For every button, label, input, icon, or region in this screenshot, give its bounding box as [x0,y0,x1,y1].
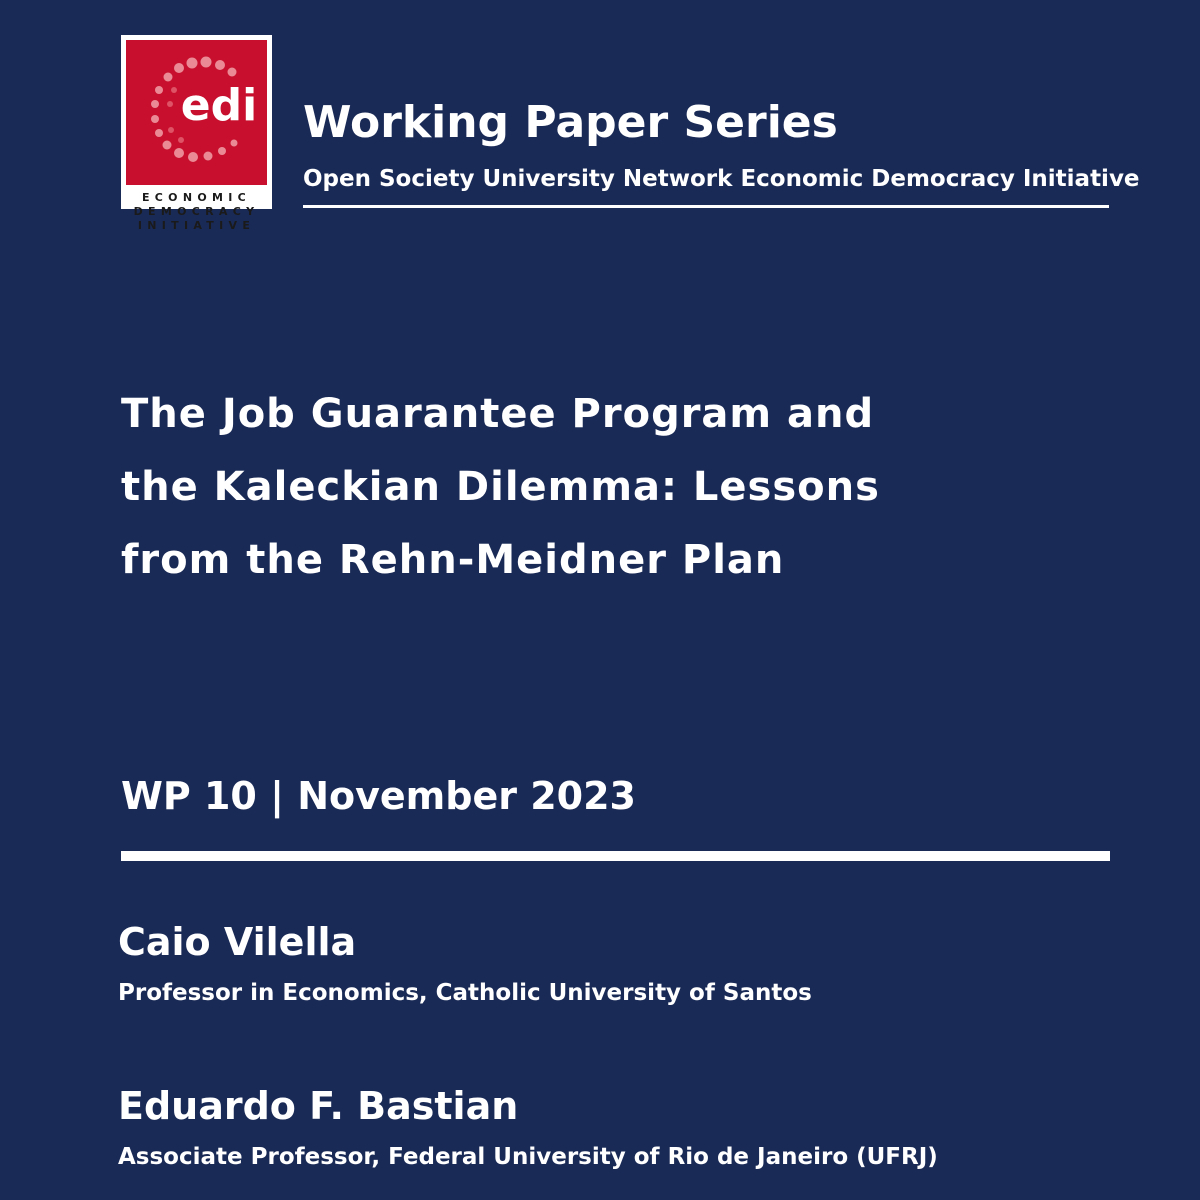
paper-title-line-2: the Kaleckian Dilemma: Lessons [121,464,880,510]
logo-mark-text: edi [180,80,258,131]
edi-logo [121,35,272,232]
logo-mark [126,40,267,185]
paper-title-line-3: from the Rehn-Meidner Plan [121,537,785,583]
logo-dots-icon [126,40,267,185]
author-name: Caio Vilella [118,920,357,964]
logo-line-3: INITIATIVE [137,219,256,232]
paper-title-line-1: The Job Guarantee Program and [121,391,875,437]
author-affiliation: Professor in Economics, Catholic University of Santos [118,980,812,1006]
logo-line-2: DEMOCRACY [133,205,260,218]
section-divider [121,851,1110,861]
logo-line-1: ECONOMIC [141,191,251,204]
header-divider [303,205,1109,208]
paper-number-date: WP 10 | November 2023 [121,774,636,818]
paper-title [121,378,1021,597]
author-name: Eduardo F. Bastian [118,1084,519,1128]
series-title: Working Paper Series [303,97,838,148]
series-subtitle: Open Society University Network Economic Democracy Initiative [303,166,1140,192]
author-affiliation: Associate Professor, Federal University of Rio de Janeiro (UFRJ) [118,1144,938,1170]
